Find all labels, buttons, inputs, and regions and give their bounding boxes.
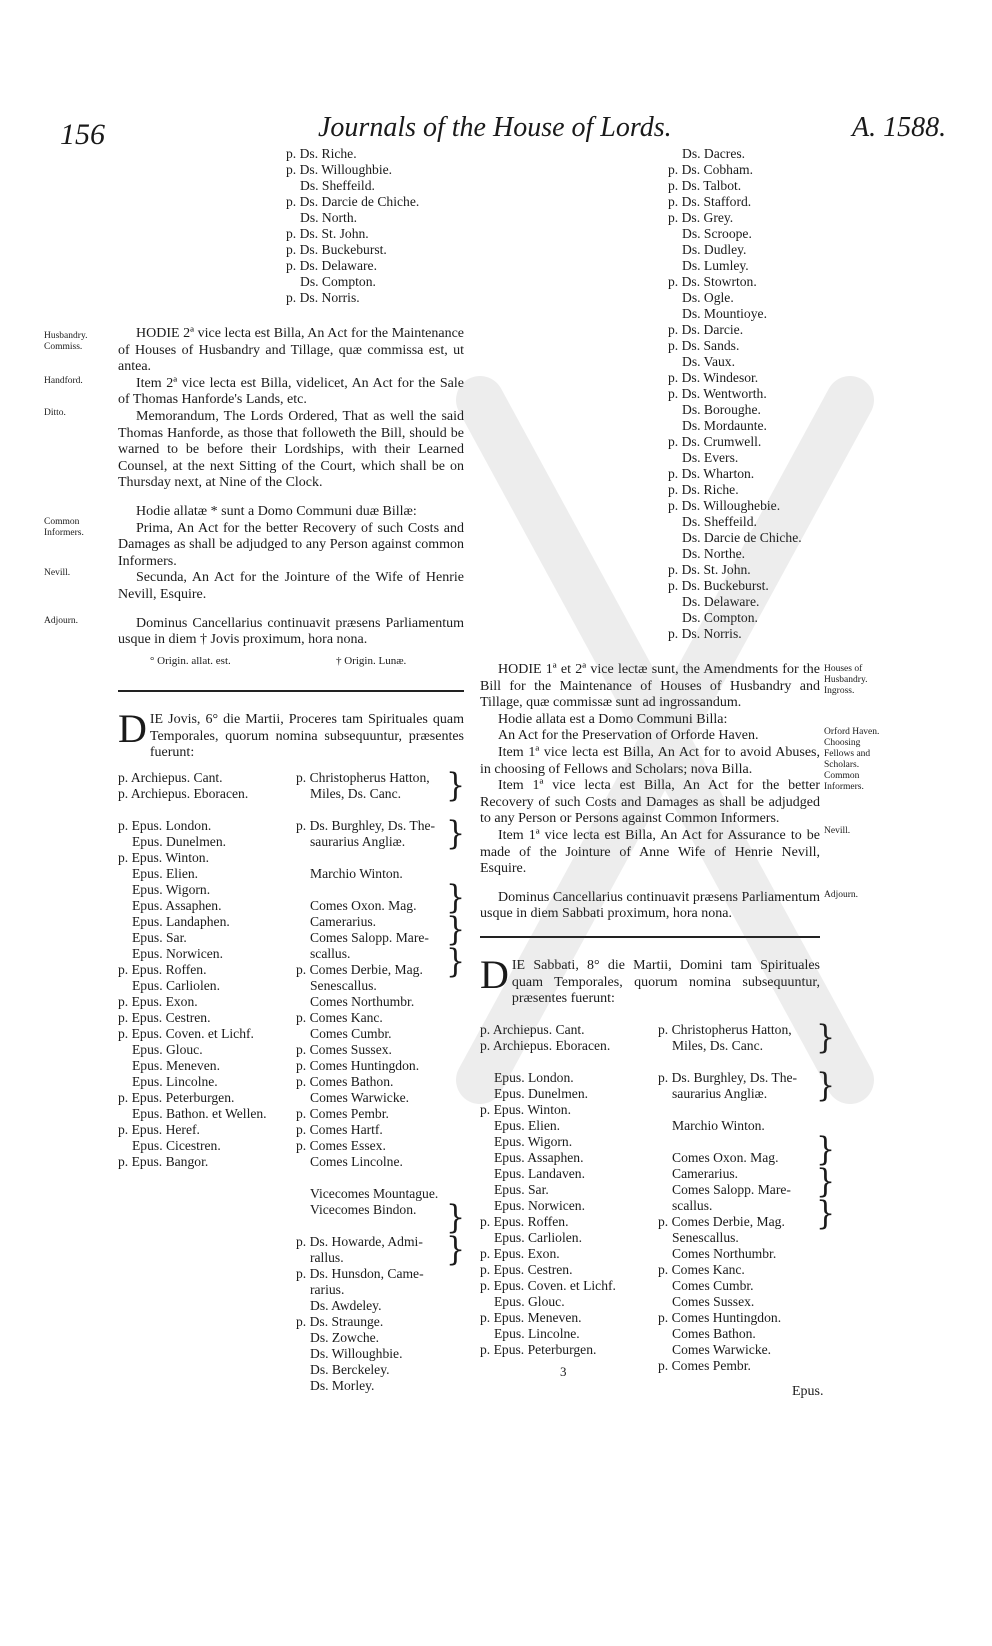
attendee: Comes Cumbr. <box>310 1026 392 1041</box>
attendee: Ds. Scroope. <box>682 226 752 241</box>
drop-cap-d: D <box>480 952 509 997</box>
attendee <box>658 1134 797 1150</box>
attendee: Comes Northumbr. <box>310 994 415 1009</box>
signature-mark: 3 <box>560 1364 567 1379</box>
attendee: Comes Lincolne. <box>310 1154 403 1169</box>
attendee: Epus. Norwicen. <box>494 1198 585 1213</box>
attendee: Comes Oxon. Mag. <box>310 898 417 913</box>
attendee: p. Epus. Roffen. <box>118 962 207 977</box>
margin-note-nevill-right: Nevill. <box>824 826 851 836</box>
attendee: p. Ds. Burghley, Ds. The- <box>658 1070 798 1085</box>
attendee: rarius. <box>310 1282 345 1297</box>
entry-common-informers: Item 1ª vice lecta est Billa, An Act for the better Recovery of such Costs and Damages as shall be adjudged to any Person or Persons against Common Informers. <box>480 778 820 827</box>
attendee <box>118 802 267 818</box>
attendee <box>296 882 438 898</box>
attendee: Ds. Compton. <box>300 274 376 289</box>
left-session-col-a <box>118 770 267 1170</box>
attendee: p. Epus. Winton. <box>118 850 209 865</box>
attendee: Epus. Bathon. et Wellen. <box>132 1106 267 1121</box>
attendee: p. Ds. Buckeburst. <box>286 242 387 257</box>
attendee: p. Archiepus. Cant. <box>118 770 223 785</box>
footnote-2: † Origin. Lunæ. <box>336 655 407 667</box>
left-top-list <box>286 146 419 306</box>
margin-note-ditto: Ditto. <box>44 408 66 418</box>
margin-note-adjourn-right: Adjourn. <box>824 890 859 900</box>
attendee: p. Ds. Wharton. <box>668 466 755 481</box>
attendee: Epus. Landaven. <box>494 1166 585 1181</box>
attendee: Epus. Lincolne. <box>132 1074 218 1089</box>
attendee: p. Ds. Delaware. <box>286 258 377 273</box>
attendee: Epus. Glouc. <box>494 1294 565 1309</box>
attendee: Epus. Elien. <box>132 866 199 881</box>
attendee: p. Epus. Peterburgen. <box>480 1342 597 1357</box>
attendee: Comes Sussex. <box>672 1294 755 1309</box>
attendee: Ds. North. <box>300 210 358 225</box>
attendee: p. Archiepus. Eboracen. <box>480 1038 611 1053</box>
attendee: p. Comes Huntingdon. <box>296 1058 420 1073</box>
right-top-list <box>668 146 802 642</box>
attendee: p. Ds. Wentworth. <box>668 386 767 401</box>
attendee: p. Christopherus Hatton, <box>296 770 430 785</box>
attendee: p. Comes Hartf. <box>296 1122 383 1137</box>
attendee: Ds. Boroughe. <box>682 402 761 417</box>
attendee <box>296 1170 438 1186</box>
attendee: p. Epus. Peterburgen. <box>118 1090 235 1105</box>
entry-secunda: Secunda, An Act for the Jointure of the Wife of Henrie Nevill, Esquire. <box>118 570 464 602</box>
attendee: p. Ds. Buckeburst. <box>668 578 769 593</box>
entry-fellows-scholars: Item 1ª vice lecta est Billa, An Act for to avoid Abuses, in choosing of Fellows and Scholars; nova Billa. <box>480 744 820 777</box>
brace: } <box>816 1018 836 1057</box>
attendee: Comes Cumbr. <box>672 1278 754 1293</box>
attendee: Epus. Cicestren. <box>132 1138 221 1153</box>
attendee: Epus. Assaphen. <box>132 898 222 913</box>
footnote-1: ° Origin. allat. est. <box>150 655 231 667</box>
brace: } <box>816 1130 836 1169</box>
attendee <box>296 802 438 818</box>
brace: } <box>446 1198 466 1237</box>
entry-orforde-haven: An Act for the Preservation of Orforde Haven. <box>498 728 759 744</box>
attendee: Ds. Mountioye. <box>682 306 767 321</box>
attendee: p. Epus. Exon. <box>118 994 198 1009</box>
brace: } <box>816 1066 836 1105</box>
left-session-heading-text: IE Jovis, 6° die Martii, Proceres tam Spirituales quam Temporales, quorum nomina subsequuntur, præsentes fuerunt: <box>149 712 464 761</box>
attendee: Comes Bathon. <box>672 1326 756 1341</box>
margin-note-orford-haven: Orford Haven. Choosing Fellows and Scholars. Common Informers. <box>824 727 880 792</box>
attendee: p. Ds. Burghley, Ds. The- <box>296 818 436 833</box>
attendee: Vicecomes Mountague. <box>310 1186 439 1201</box>
attendee: p. Ds. Darcie de Chiche. <box>286 194 420 209</box>
attendee: p. Epus. Exon. <box>480 1246 560 1261</box>
attendee: Epus. Landaphen. <box>132 914 230 929</box>
margin-note-adjourn: Adjourn. <box>44 616 79 626</box>
right-session-col-a <box>480 1022 616 1358</box>
margin-note-husbandry: Husbandry. Commiss. <box>44 331 88 352</box>
attendee: Miles, Ds. Canc. <box>672 1038 763 1053</box>
attendee: p. Ds. Norris. <box>668 626 742 641</box>
attendee: p. Comes Kanc. <box>658 1262 745 1277</box>
entry-adjournment: Dominus Cancellarius continuavit præsens Parliamentum usque in diem † Jovis proximum, hora nona. <box>118 615 464 648</box>
attendee: p. Comes Pembr. <box>658 1358 751 1373</box>
attendee: p. Archiepus. Cant. <box>480 1022 585 1037</box>
attendee: Epus. Assaphen. <box>494 1150 584 1165</box>
margin-note-common-informers: Common Informers. <box>44 517 84 538</box>
attendee: p. Ds. Straunge. <box>296 1314 384 1329</box>
attendee: Epus. Elien. <box>494 1118 561 1133</box>
attendee: p. Ds. Grey. <box>668 210 734 225</box>
attendee: saurarius Angliæ. <box>310 834 406 849</box>
attendee: p. Ds. Stafford. <box>668 194 752 209</box>
attendee: p. Comes Bathon. <box>296 1074 394 1089</box>
attendee: scallus. <box>672 1198 713 1213</box>
attendee: p. Epus. Winton. <box>480 1102 571 1117</box>
attendee <box>296 850 438 866</box>
attendee: p. Christopherus Hatton, <box>658 1022 792 1037</box>
attendee: Epus. Glouc. <box>132 1042 203 1057</box>
divider-right <box>480 936 820 938</box>
brace: } <box>446 1230 466 1269</box>
margin-note-handford: Handford. <box>44 376 83 386</box>
attendee: Comes Warwicke. <box>672 1342 772 1357</box>
attendee: Ds. Sheffeild. <box>300 178 375 193</box>
attendee: Ds. Evers. <box>682 450 739 465</box>
page-number: 156 <box>60 118 105 151</box>
attendee: Ds. Delaware. <box>682 594 760 609</box>
attendee: Epus. Carliolen. <box>494 1230 582 1245</box>
attendee <box>480 1054 616 1070</box>
entry-bills-brought: Hodie allatæ * sunt a Domo Communi duæ Billæ: <box>136 503 417 519</box>
attendee: p. Ds. Willoughbie. <box>286 162 393 177</box>
attendee <box>658 1102 797 1118</box>
attendee <box>658 1054 797 1070</box>
attendee: p. Ds. Stowrton. <box>668 274 757 289</box>
attendee: Epus. Dunelmen. <box>132 834 227 849</box>
attendee: Ds. Morley. <box>310 1378 375 1393</box>
attendee: p. Epus. Cestren. <box>480 1262 573 1277</box>
attendee: p. Ds. St. John. <box>668 562 751 577</box>
attendee: Comes Salopp. Mare- <box>672 1182 791 1197</box>
attendee: Ds. Darcie de Chiche. <box>682 530 802 545</box>
attendee: rallus. <box>310 1250 344 1265</box>
attendee: p. Comes Derbie, Mag. <box>296 962 423 977</box>
attendee: Epus. Wigorn. <box>494 1134 573 1149</box>
attendee: Senescallus. <box>672 1230 739 1245</box>
drop-cap-d: D <box>118 706 147 751</box>
brace: } <box>446 766 466 805</box>
attendee: Epus. London. <box>494 1070 574 1085</box>
attendee: p. Ds. Sands. <box>668 338 740 353</box>
attendee: p. Epus. London. <box>118 818 212 833</box>
attendee: p. Ds. Howarde, Admi- <box>296 1234 423 1249</box>
attendee: Ds. Lumley. <box>682 258 749 273</box>
attendee: p. Epus. Heref. <box>118 1122 200 1137</box>
attendee: Ds. Sheffeild. <box>682 514 757 529</box>
page-title: Journals of the House of Lords. <box>318 112 672 143</box>
attendee: Camerarius. <box>310 914 377 929</box>
attendee: p. Comes Kanc. <box>296 1010 383 1025</box>
attendee: Epus. Dunelmen. <box>494 1086 589 1101</box>
attendee: scallus. <box>310 946 351 961</box>
attendee: Senescallus. <box>310 978 377 993</box>
attendee: p. Ds. Darcie. <box>668 322 744 337</box>
attendee: p. Ds. Windesor. <box>668 370 759 385</box>
left-session-col-b <box>296 770 438 1394</box>
right-session-col-b <box>658 1022 797 1374</box>
entry-husbandry: HODIE 2ª vice lecta est Billa, An Act for the Maintenance of Houses of Husbandry and Tillage, quæ commissa est, ut antea. <box>118 326 464 375</box>
attendee: p. Comes Essex. <box>296 1138 386 1153</box>
left-entries <box>118 326 464 649</box>
attendee: Epus. Meneven. <box>132 1058 220 1073</box>
attendee: p. Ds. Cobham. <box>668 162 753 177</box>
entry-hanforde-lands: Item 2ª vice lecta est Billa, videlicet, An Act for the Sale of Thomas Hanforde's Lands, etc. <box>118 375 464 408</box>
attendee: Epus. Norwicen. <box>132 946 223 961</box>
attendee <box>296 1218 438 1234</box>
attendee: Ds. Compton. <box>682 610 758 625</box>
brace: } <box>816 1162 836 1201</box>
attendee: p. Epus. Roffen. <box>480 1214 569 1229</box>
attendee: Ds. Willoughbie. <box>310 1346 403 1361</box>
attendee: p. Comes Huntingdon. <box>658 1310 782 1325</box>
attendee: Marchio Winton. <box>672 1118 765 1133</box>
attendee: Epus. Wigorn. <box>132 882 211 897</box>
attendee: Marchio Winton. <box>310 866 403 881</box>
attendee: p. Ds. Norris. <box>286 290 360 305</box>
attendee: Comes Northumbr. <box>672 1246 777 1261</box>
attendee: p. Epus. Meneven. <box>480 1310 582 1325</box>
attendee: Camerarius. <box>672 1166 739 1181</box>
entry-jointure: Item 1ª vice lecta est Billa, An Act for Assurance to be made of the Jointure of Anne Wife of Henrie Nevill, Esquire. <box>480 827 820 877</box>
attendee: Ds. Ogle. <box>682 290 734 305</box>
attendee: Comes Salopp. Mare- <box>310 930 429 945</box>
attendee: p. Epus. Cestren. <box>118 1010 211 1025</box>
attendee: Ds. Vaux. <box>682 354 735 369</box>
right-session-heading-text: IE Sabbati, 8° die Martii, Domini tam Spirituales quam Temporales, quorum nomina subsequuntur, præsentes fuerunt: <box>511 958 820 1007</box>
brace: } <box>446 942 466 981</box>
attendee: Miles, Ds. Canc. <box>310 786 401 801</box>
attendee: Ds. Zowche. <box>310 1330 380 1345</box>
brace: } <box>816 1194 836 1233</box>
attendee: p. Ds. St. John. <box>286 226 369 241</box>
entry-memorandum: Memorandum, The Lords Ordered, That as well the said Thomas Hanforde, as those that followeth the Bill, should be warned to be before their Lordships, with their Learned Counsel, at the next Sitting of the Court, which shall be on Thursday next, at Nine of the Clock. <box>118 408 464 491</box>
attendee: Ds. Dacres. <box>682 146 746 161</box>
attendee: p. Epus. Coven. et Lichf. <box>480 1278 616 1293</box>
page-year: A. 1588. <box>852 112 947 143</box>
attendee: Epus. Sar. <box>132 930 187 945</box>
attendee: Epus. Lincolne. <box>494 1326 580 1341</box>
entry-prima: Prima, An Act for the better Recovery of such Costs and Damages as shall be adjudged to any Person against common Informers. <box>118 520 464 569</box>
attendee: p. Archiepus. Eboracen. <box>118 786 249 801</box>
margin-note-houses-husbandry: Houses of Husbandry. Ingross. <box>824 664 868 696</box>
attendee: Epus. Sar. <box>494 1182 549 1197</box>
attendee: p. Epus. Coven. et Lichf. <box>118 1026 254 1041</box>
brace: } <box>446 910 466 949</box>
attendee: p. Comes Derbie, Mag. <box>658 1214 785 1229</box>
attendee: Ds. Mordaunte. <box>682 418 767 433</box>
attendee: Comes Oxon. Mag. <box>672 1150 779 1165</box>
attendee: Ds. Berckeley. <box>310 1362 390 1377</box>
attendee: Ds. Northe. <box>682 546 746 561</box>
attendee: Epus. Carliolen. <box>132 978 220 993</box>
right-entries <box>480 662 820 923</box>
brace: } <box>446 814 466 853</box>
attendee: p. Comes Sussex. <box>296 1042 392 1057</box>
attendee: Comes Warwicke. <box>310 1090 410 1105</box>
right-session-heading <box>480 952 820 1008</box>
attendee: Ds. Dudley. <box>682 242 747 257</box>
entry-bill-brought: Hodie allata est a Domo Communi Billa: <box>498 711 728 727</box>
entry-adjournment-right: Dominus Cancellarius continuavit præsens Parliamentum usque in diem Sabbati proximum, hora nona. <box>480 889 820 922</box>
attendee: p. Ds. Riche. <box>668 482 739 497</box>
divider-left <box>118 690 464 692</box>
attendee: p. Ds. Willoughebie. <box>668 498 781 513</box>
attendee: p. Epus. Bangor. <box>118 1154 209 1169</box>
attendee: p. Ds. Hunsdon, Came- <box>296 1266 424 1281</box>
attendee: p. Ds. Crumwell. <box>668 434 762 449</box>
attendee: Vicecomes Bindon. <box>310 1202 417 1217</box>
margin-note-nevill: Nevill. <box>44 568 71 578</box>
attendee: saurarius Angliæ. <box>672 1086 768 1101</box>
catchword: Epus. <box>792 1384 824 1399</box>
attendee: p. Comes Pembr. <box>296 1106 389 1121</box>
brace: } <box>446 878 466 917</box>
attendee: Ds. Awdeley. <box>310 1298 382 1313</box>
attendee: p. Ds. Riche. <box>286 146 357 161</box>
entry-amendments: HODIE 1ª et 2ª vice lectæ sunt, the Amendments for the Bill for the Maintenance of Houses of Husbandry and Tillage, quæ commissæ sunt ad ingrossandum. <box>480 662 820 711</box>
attendee: p. Ds. Talbot. <box>668 178 742 193</box>
left-session-heading <box>118 706 464 762</box>
